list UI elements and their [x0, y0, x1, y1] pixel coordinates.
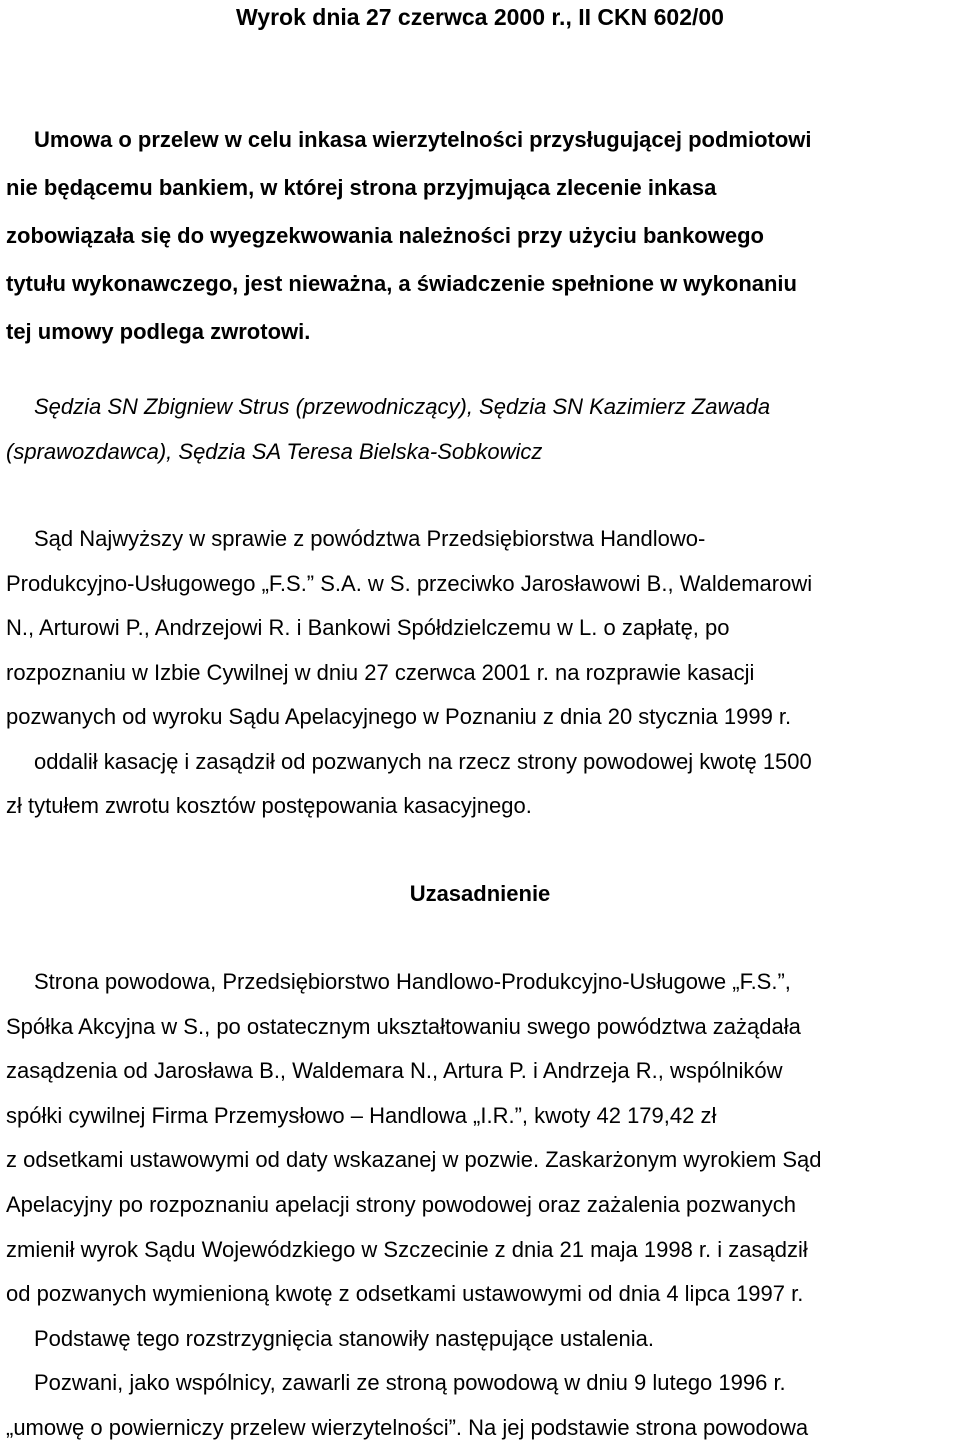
judges-line: (sprawozdawca), Sędzia SA Teresa Bielska-Sobkowicz: [6, 439, 543, 464]
reasons-line: Podstawę tego rozstrzygnięcia stanowiły następujące ustalenia.: [34, 1325, 655, 1351]
sentence-line: Produkcyjno-Usługowego „F.S.” S.A. w S. przeciwko Jarosławowi B., Waldemarowi: [6, 570, 813, 596]
thesis-line: nie będącemu bankiem, w której strona przyjmująca zlecenie inkasa: [6, 175, 717, 200]
judges-paragraph: [6, 384, 956, 474]
sentence-line: rozpoznaniu w Izbie Cywilnej w dniu 27 czerwca 2001 r. na rozprawie kasacji: [6, 659, 755, 685]
sentence-line: pozwanych od wyroku Sądu Apelacyjnego w Poznaniu z dnia 20 stycznia 1999 r.: [6, 704, 792, 729]
reasons-line: zasądzenia od Jarosława B., Waldemara N., Artura P. i Andrzeja R., wspólników: [6, 1058, 783, 1084]
reasons-line: od pozwanych wymienioną kwotę z odsetkami ustawowymi od dnia 4 lipca 1997 r.: [6, 1281, 804, 1307]
judges-line: Sędzia SN Zbigniew Strus (przewodniczący), Sędzia SN Kazimierz Zawada: [34, 394, 771, 419]
thesis-line: zobowiązała się do wyegzekwowania należności przy użyciu bankowego: [6, 223, 764, 248]
thesis-line: tej umowy podlega zwrotowi.: [6, 319, 311, 344]
sentence-line: Sąd Najwyższy w sprawie z powództwa Przedsiębiorstwa Handlowo-: [34, 526, 706, 551]
reasons-line: spółki cywilnej Firma Przemysłowo – Handlowa „I.R.”, kwoty 42 179,42 zł: [6, 1102, 717, 1128]
reasons-line: „umowę o powierniczy przelew wierzytelności”. Na jej podstawie strona powodowa: [6, 1414, 809, 1440]
sentence-line: zł tytułem zwrotu kosztów postępowania kasacyjnego.: [6, 793, 532, 818]
thesis-line: tytułu wykonawczego, jest nieważna, a świadczenie spełnione w wykonaniu: [6, 271, 797, 296]
sentence-line: oddalił kasację i zasądził od pozwanych na rzecz strony powodowej kwotę 1500: [34, 748, 812, 774]
thesis-paragraph: [6, 116, 956, 356]
reasons-line: Pozwani, jako wspólnicy, zawarli ze stroną powodową w dniu 9 lutego 1996 r.: [34, 1370, 786, 1396]
document-title: Wyrok dnia 27 czerwca 2000 r., II CKN 602/00: [236, 4, 724, 30]
thesis-line: Umowa o przelew w celu inkasa wierzytelności przysługującej podmiotowi: [34, 127, 812, 152]
sentence-line: N., Arturowi P., Andrzejowi R. i Bankowi Spółdzielczemu w L. o zapłatę, po: [6, 615, 730, 640]
reasons-line: Strona powodowa, Przedsiębiorstwo Handlowo-Produkcyjno-Usługowe „F.S.”,: [34, 969, 791, 994]
reasons-line: zmienił wyrok Sądu Wojewódzkiego w Szczecinie z dnia 21 maja 1998 r. i zasądził: [6, 1236, 808, 1262]
reasons-heading: Uzasadnienie: [409, 881, 551, 906]
reasons-line: Apelacyjny po rozpoznaniu apelacji strony powodowej oraz zażalenia pozwanych: [6, 1191, 797, 1217]
reasons-line: Spółka Akcyjna w S., po ostatecznym ukształtowaniu swego powództwa zażądała: [6, 1013, 801, 1039]
reasons-paragraph: [6, 960, 956, 1451]
reasons-line: z odsetkami ustawowymi od daty wskazanej w pozwie. Zaskarżonym wyrokiem Sąd: [6, 1147, 822, 1173]
sentence-paragraph: [6, 517, 956, 829]
